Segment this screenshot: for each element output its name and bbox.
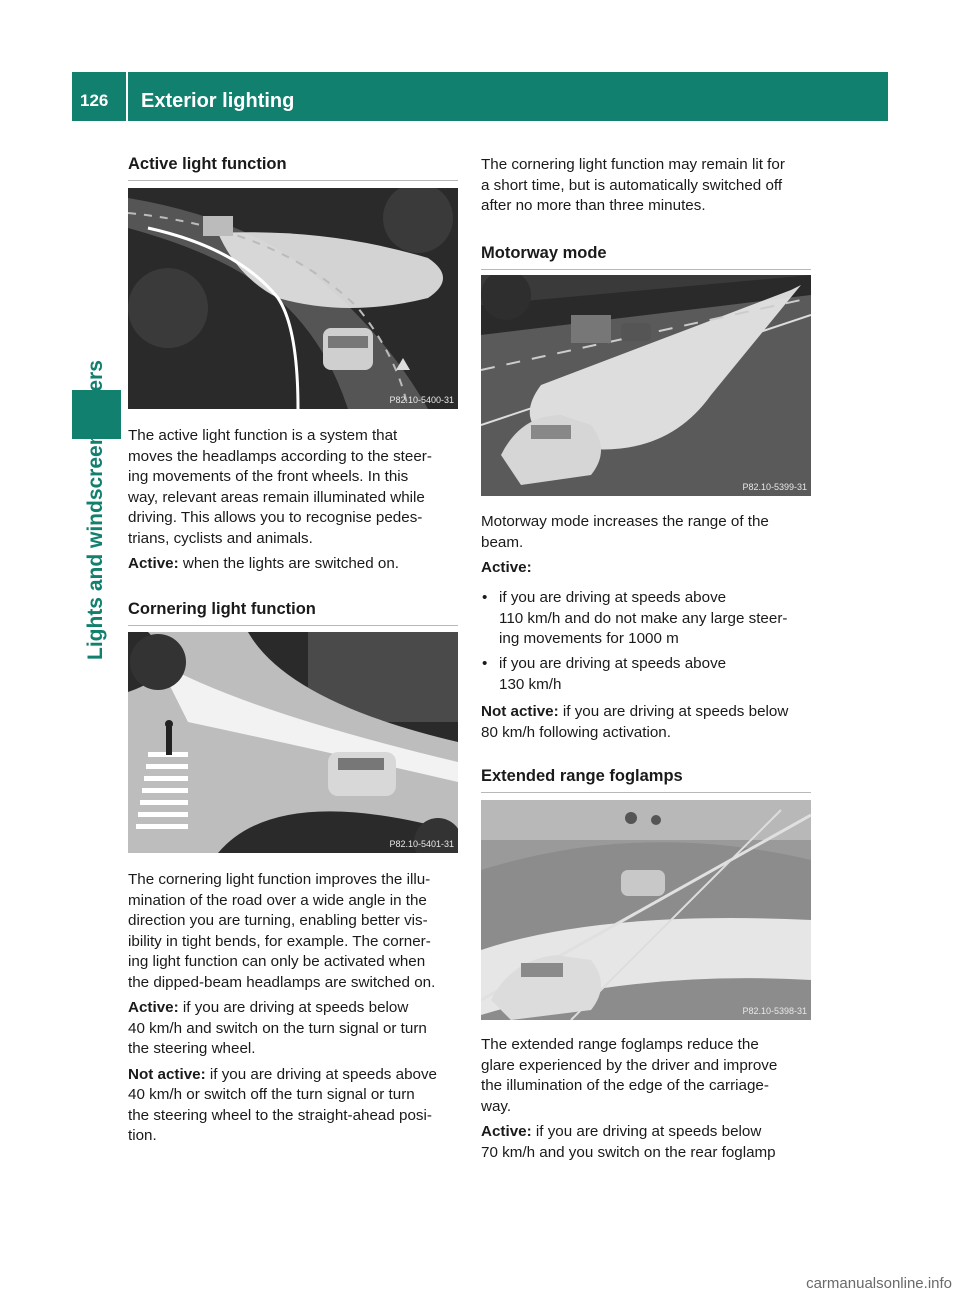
active-text: if you are driving at speeds below [535, 1123, 762, 1140]
text-line: moves the headlamps according to the steer- [128, 447, 432, 465]
active-label: Active: [481, 559, 532, 576]
text-line: if you are driving at speeds above [499, 589, 727, 606]
not-active-text: if you are driving at speeds above [209, 1065, 437, 1083]
text-line: beam. [481, 533, 524, 551]
active-condition [481, 1122, 811, 1143]
figure-active-light [128, 188, 458, 409]
header-separator [126, 72, 128, 121]
figure-code: P82.10-5401-31 [389, 839, 454, 849]
active-text: if you are driving at speeds below [182, 999, 409, 1016]
text-line: Motorway mode increases the range of the [481, 513, 769, 530]
side-tab-label: Lights and windscreen wipers [84, 360, 107, 660]
text-line: 110 km/h and do not make any large steer- [499, 609, 788, 627]
heading-motorway-mode: Motorway mode [481, 244, 811, 270]
not-active-text: if you are driving at speeds below [562, 703, 789, 720]
heading-cornering-light: Cornering light function [128, 600, 458, 626]
figure-code: P82.10-5398-31 [742, 1006, 807, 1016]
text-line: The extended range foglamps reduce the [481, 1036, 759, 1053]
text-line: way, relevant areas remain illuminated while [128, 488, 425, 506]
foglamps-illustration [481, 800, 811, 1020]
text-line: The cornering light function improves the illu- [128, 871, 431, 888]
not-active-label: Not active: [128, 1065, 206, 1083]
text-line: ing movements for 1000 m [499, 630, 679, 647]
section-title: Exterior lighting [141, 90, 295, 112]
not-active-condition [128, 1065, 458, 1086]
cornering-light-description [128, 870, 458, 1147]
active-condition [128, 998, 458, 1019]
text-line: 80 km/h following activation. [481, 723, 671, 741]
watermark: carmanualsonline.info [806, 1275, 952, 1292]
active-text: when the lights are switched on. [182, 555, 400, 572]
text-line: glare experienced by the driver and improve [481, 1056, 778, 1074]
active-light-illustration [128, 188, 458, 409]
motorway-description [481, 512, 811, 579]
text-line: The cornering light function may remain lit for [481, 156, 785, 173]
heading-active-light: Active light function [128, 155, 458, 181]
motorway-illustration [481, 275, 811, 496]
text-line: 40 km/h or switch off the turn signal or turn [128, 1086, 415, 1103]
page-number: 126 [80, 91, 109, 110]
text-line: 40 km/h and switch on the turn signal or turn [128, 1019, 427, 1037]
heading-extended-foglamps: Extended range foglamps [481, 767, 811, 793]
text-line: The active light function is a system that [128, 427, 398, 444]
text-line: if you are driving at speeds above [499, 655, 727, 672]
cornering-continued-text [481, 155, 811, 217]
not-active-condition [481, 702, 811, 723]
text-line: trians, cyclists and animals. [128, 529, 313, 547]
text-line: mination of the road over a wide angle in the [128, 891, 427, 909]
active-label: Active: [128, 999, 179, 1016]
text-line: 130 km/h [499, 675, 562, 693]
motorway-not-active [481, 702, 811, 743]
text-line: direction you are turning, enabling better vis- [128, 912, 428, 929]
active-condition [128, 554, 458, 575]
text-line: the illumination of the edge of the carriage- [481, 1077, 769, 1094]
figure-extended-foglamps [481, 800, 811, 1020]
text-line: after no more than three minutes. [481, 197, 706, 214]
foglamps-description [481, 1035, 811, 1163]
text-line: 70 km/h and you switch on the rear foglamp [481, 1143, 776, 1161]
text-line: ing movements of the front wheels. In this [128, 468, 409, 485]
active-label: Active: [481, 1123, 532, 1140]
figure-cornering-light [128, 632, 458, 853]
figure-code: P82.10-5399-31 [742, 482, 807, 492]
figure-code: P82.10-5400-31 [389, 395, 454, 405]
not-active-label: Not active: [481, 703, 559, 720]
list-item-text [499, 654, 811, 695]
list-item-text [499, 588, 811, 650]
text-line: the dipped-beam headlamps are switched on. [128, 973, 436, 991]
text-line: the steering wheel to the straight-ahead posi- [128, 1106, 432, 1124]
cornering-light-illustration [128, 632, 458, 853]
text-line: ing light function can only be activated when [128, 953, 426, 970]
bullet-icon: • [482, 589, 488, 606]
text-line: the steering wheel. [128, 1040, 256, 1057]
text-line: driving. This allows you to recognise pedes- [128, 509, 423, 526]
text-line: ibility in tight bends, for example. The corner- [128, 932, 431, 950]
bullet-icon: • [482, 655, 488, 672]
side-tab [84, 360, 114, 670]
figure-motorway-mode [481, 275, 811, 496]
text-line: a short time, but is automatically switched off [481, 176, 783, 194]
active-light-description [128, 426, 458, 575]
active-label: Active: [128, 555, 179, 572]
text-line: tion. [128, 1127, 157, 1144]
text-line: way. [481, 1097, 512, 1115]
